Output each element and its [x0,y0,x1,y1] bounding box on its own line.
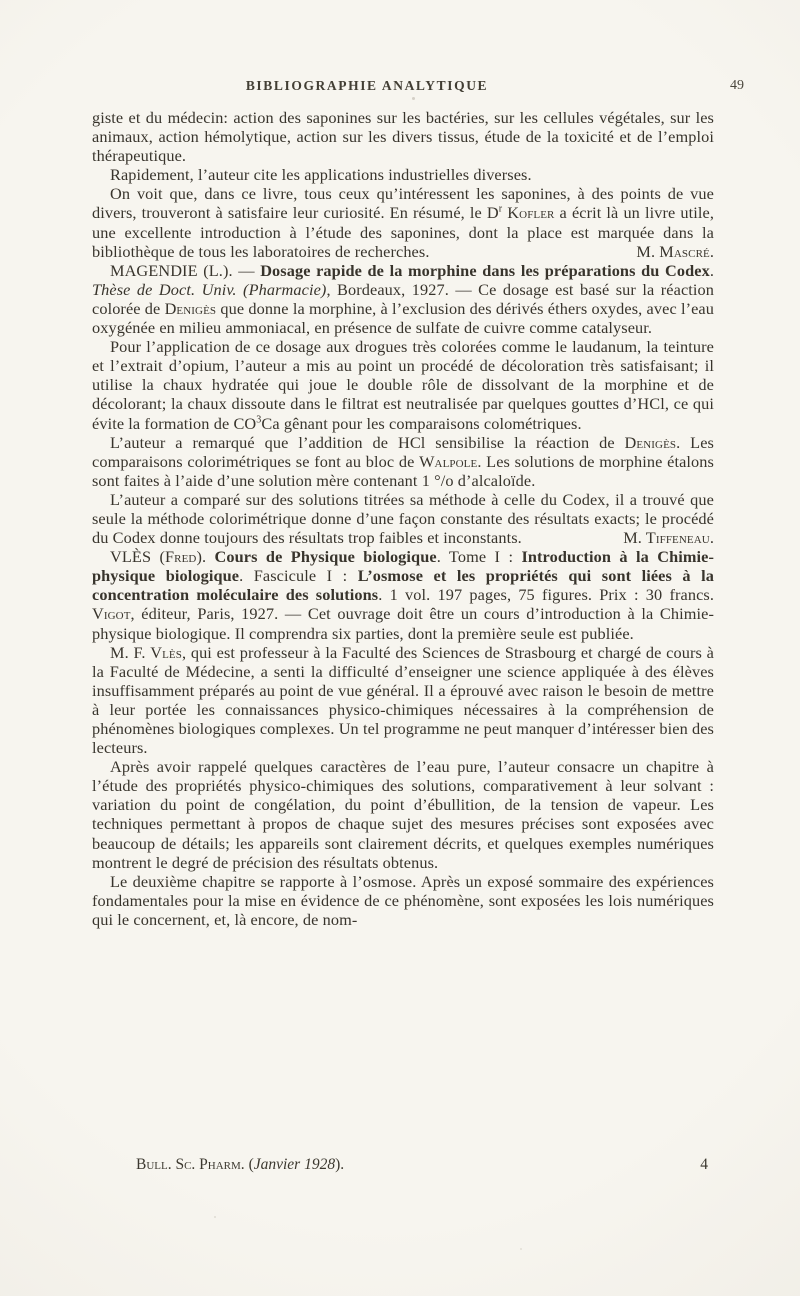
text-run: Introduction à la Chimie-physique biologique [92,547,714,586]
page-body [92,108,714,929]
paragraph [92,261,714,337]
running-header-title: BIBLIOGRAPHIE ANALYTIQUE [245,78,489,93]
text-run: a écrit là un livre utile, une excellente introduction à l’étude des saponines, dont la place est marquée dans la bibliothèque de tous les laboratoires de recherches. [92,203,714,261]
journal-citation [136,1156,344,1174]
text-run: Janvier 1928 [253,1156,336,1173]
text-run: Dosage rapide de la morphine dans les préparations du Codex [260,260,710,280]
text-run: que donne la morphine, à l’exclusion des dérivés éthers oxydes, avec l’eau oxygénée en milieu ammoniacal, en présence de sulfate de cuivre comme catalyseur. [92,298,714,338]
text-run: Denigès [624,432,677,452]
text-run: L’auteur a remarqué que l’addition de HCl sensibilise la réaction de [110,432,625,452]
text-run: giste et du médecin: action des saponines sur les bactéries, sur les cellules végétales, sur les animaux, action hémolytique, action sur les divers tissus, étude de la toxicité et de l’emploi thérapeutique. [92,108,714,166]
text-run: On voit que, dans ce livre, tous ceux qu’intéressent les saponines, à des points de vue divers, trouveront à satisfaire leur curiosité. En résumé, le D [92,184,714,223]
paragraph [92,337,714,432]
text-run: Pour l’application de ce dosage aux drogues très colorées comme le laudanum, la teinture et l’extrait d’opium, l’auteur a mis au point un procédé de décoloration très satisfaisant; il utilise la chaux hydratée qui joue le double rôle de dissolvant de la morphine et de décolorant; la chaux dissoute dans le filtrat est neutralisée par quelques gouttes d’HCl, ce qui évite la formation de CO [92,337,714,433]
text-run: Thèse de Doct. Univ. (Pharmacie) [92,279,327,299]
text-run: L’auteur a comparé sur des solutions titrées sa méthode à celle du Codex, il a trouvé que seule la méthode colorimétrique donne d’une façon constante des résultats exacts; le procédé du Codex donne toujours des résultats trop faibles et inconstants. [92,489,714,548]
text-run: Cours de Physique biologique [214,547,437,567]
text-run: ). [196,547,215,567]
paragraph [92,165,714,184]
text-run: Bull. Sc. Pharm. [136,1156,245,1173]
paragraph [92,108,714,165]
text-run: , qui est professeur à la Faculté des Sciences de Strasbourg et chargé de cours à la Faculté de Médecine, a senti la difficulté d’enseigner une science appliquée à des élèves insuffisamment préparés au point de vue général. Il a éprouvé avec raison le besoin de mettre à leur portée les connaissances physico-chimiques nécessaires à la compréhension de phénomènes biologiques complexes. Un tel programme ne peut manquer d’intéresser bien des lecteurs. [92,642,715,758]
paragraph [92,184,714,260]
text-run: . [709,260,714,280]
text-run: Walpole [419,451,478,471]
text-run: r [498,204,503,216]
text-run: , éditeur, Paris, 1927. — Cet ouvrage doit être un cours d’introduction à la Chimie-physique biologique. Il comprendra six parties, dont la première seule est publiée. [92,604,714,643]
text-run: . Les solutions de morphine étalons sont faites à l’aide d’une solution mère contenant 1 °/o d’alcaloïde. [92,451,714,490]
text-run: . Fascicule I : [239,566,358,586]
page-number: 49 [730,78,744,93]
text-run: , Bordeaux, 1927. — Ce dosage est basé sur la réaction colorée de [92,279,715,318]
text-run: L’osmose et les propriétés qui sont liées à la concentration moléculaire des solutions [92,566,714,605]
paragraph [92,643,714,758]
text-run: Kofler [507,203,555,223]
text-run: Ca gênant pour les comparaisons colométriques. [261,413,582,433]
author-signature: M. Tiffeneau. [623,528,714,548]
text-run: ). [335,1156,345,1173]
text-run: Denigès [164,298,217,318]
text-run: MAGENDIE (L.). — [110,260,261,280]
author-signature: M. Mascré. [636,241,714,261]
text-run: Le deuxième chapitre se rapporte à l’osmose. Après un exposé sommaire des expériences fondamentales pour la mise en évidence de ce phénomène, sont exposées les lois numériques qui le concernent, et, là encore, de nom- [92,871,714,929]
text-run: . Tome I : [436,547,522,567]
text-run: 3 [256,414,262,426]
scan-speck [520,1248,522,1250]
text-run: Fred [165,547,197,567]
paragraph [92,433,714,490]
text-run: . Les comparaisons colorimétriques se font au bloc de [92,432,714,471]
text-run: M. F. [110,642,151,662]
page-footer [92,1156,714,1174]
text-run: Rapidement, l’auteur cite les applications industrielles diverses. [110,165,532,185]
text-run: Vigot [92,604,131,624]
scan-speck [214,1216,216,1218]
paragraph [92,490,714,547]
text-run: VLÈS ( [110,547,165,567]
footer-signature-number: 4 [700,1156,708,1173]
paragraph [92,872,714,929]
paragraph [92,547,714,642]
text-run: Après avoir rappelé quelques caractères de l’eau pure, l’auteur consacre un chapitre à l’étude des propriétés physico-chimiques des solutions, comparativement à leur solvant : variation du point de congélation, du point d’ébullition, de la tension de vapeur. Les techniques permettant à propos de chaque sujet des mesures précises sont exposées avec beaucoup de détails; les appareils sont clairement décrits, et quelques exemples numériques montrent le degré de précision des résultats obtenus. [92,757,714,872]
paragraph [92,757,714,872]
text-run: Vlès [150,642,182,662]
running-header [92,78,744,98]
text-run: . 1 vol. 197 pages, 75 figures. Prix : 30 francs. [378,585,714,605]
text-run: ( [244,1156,254,1173]
